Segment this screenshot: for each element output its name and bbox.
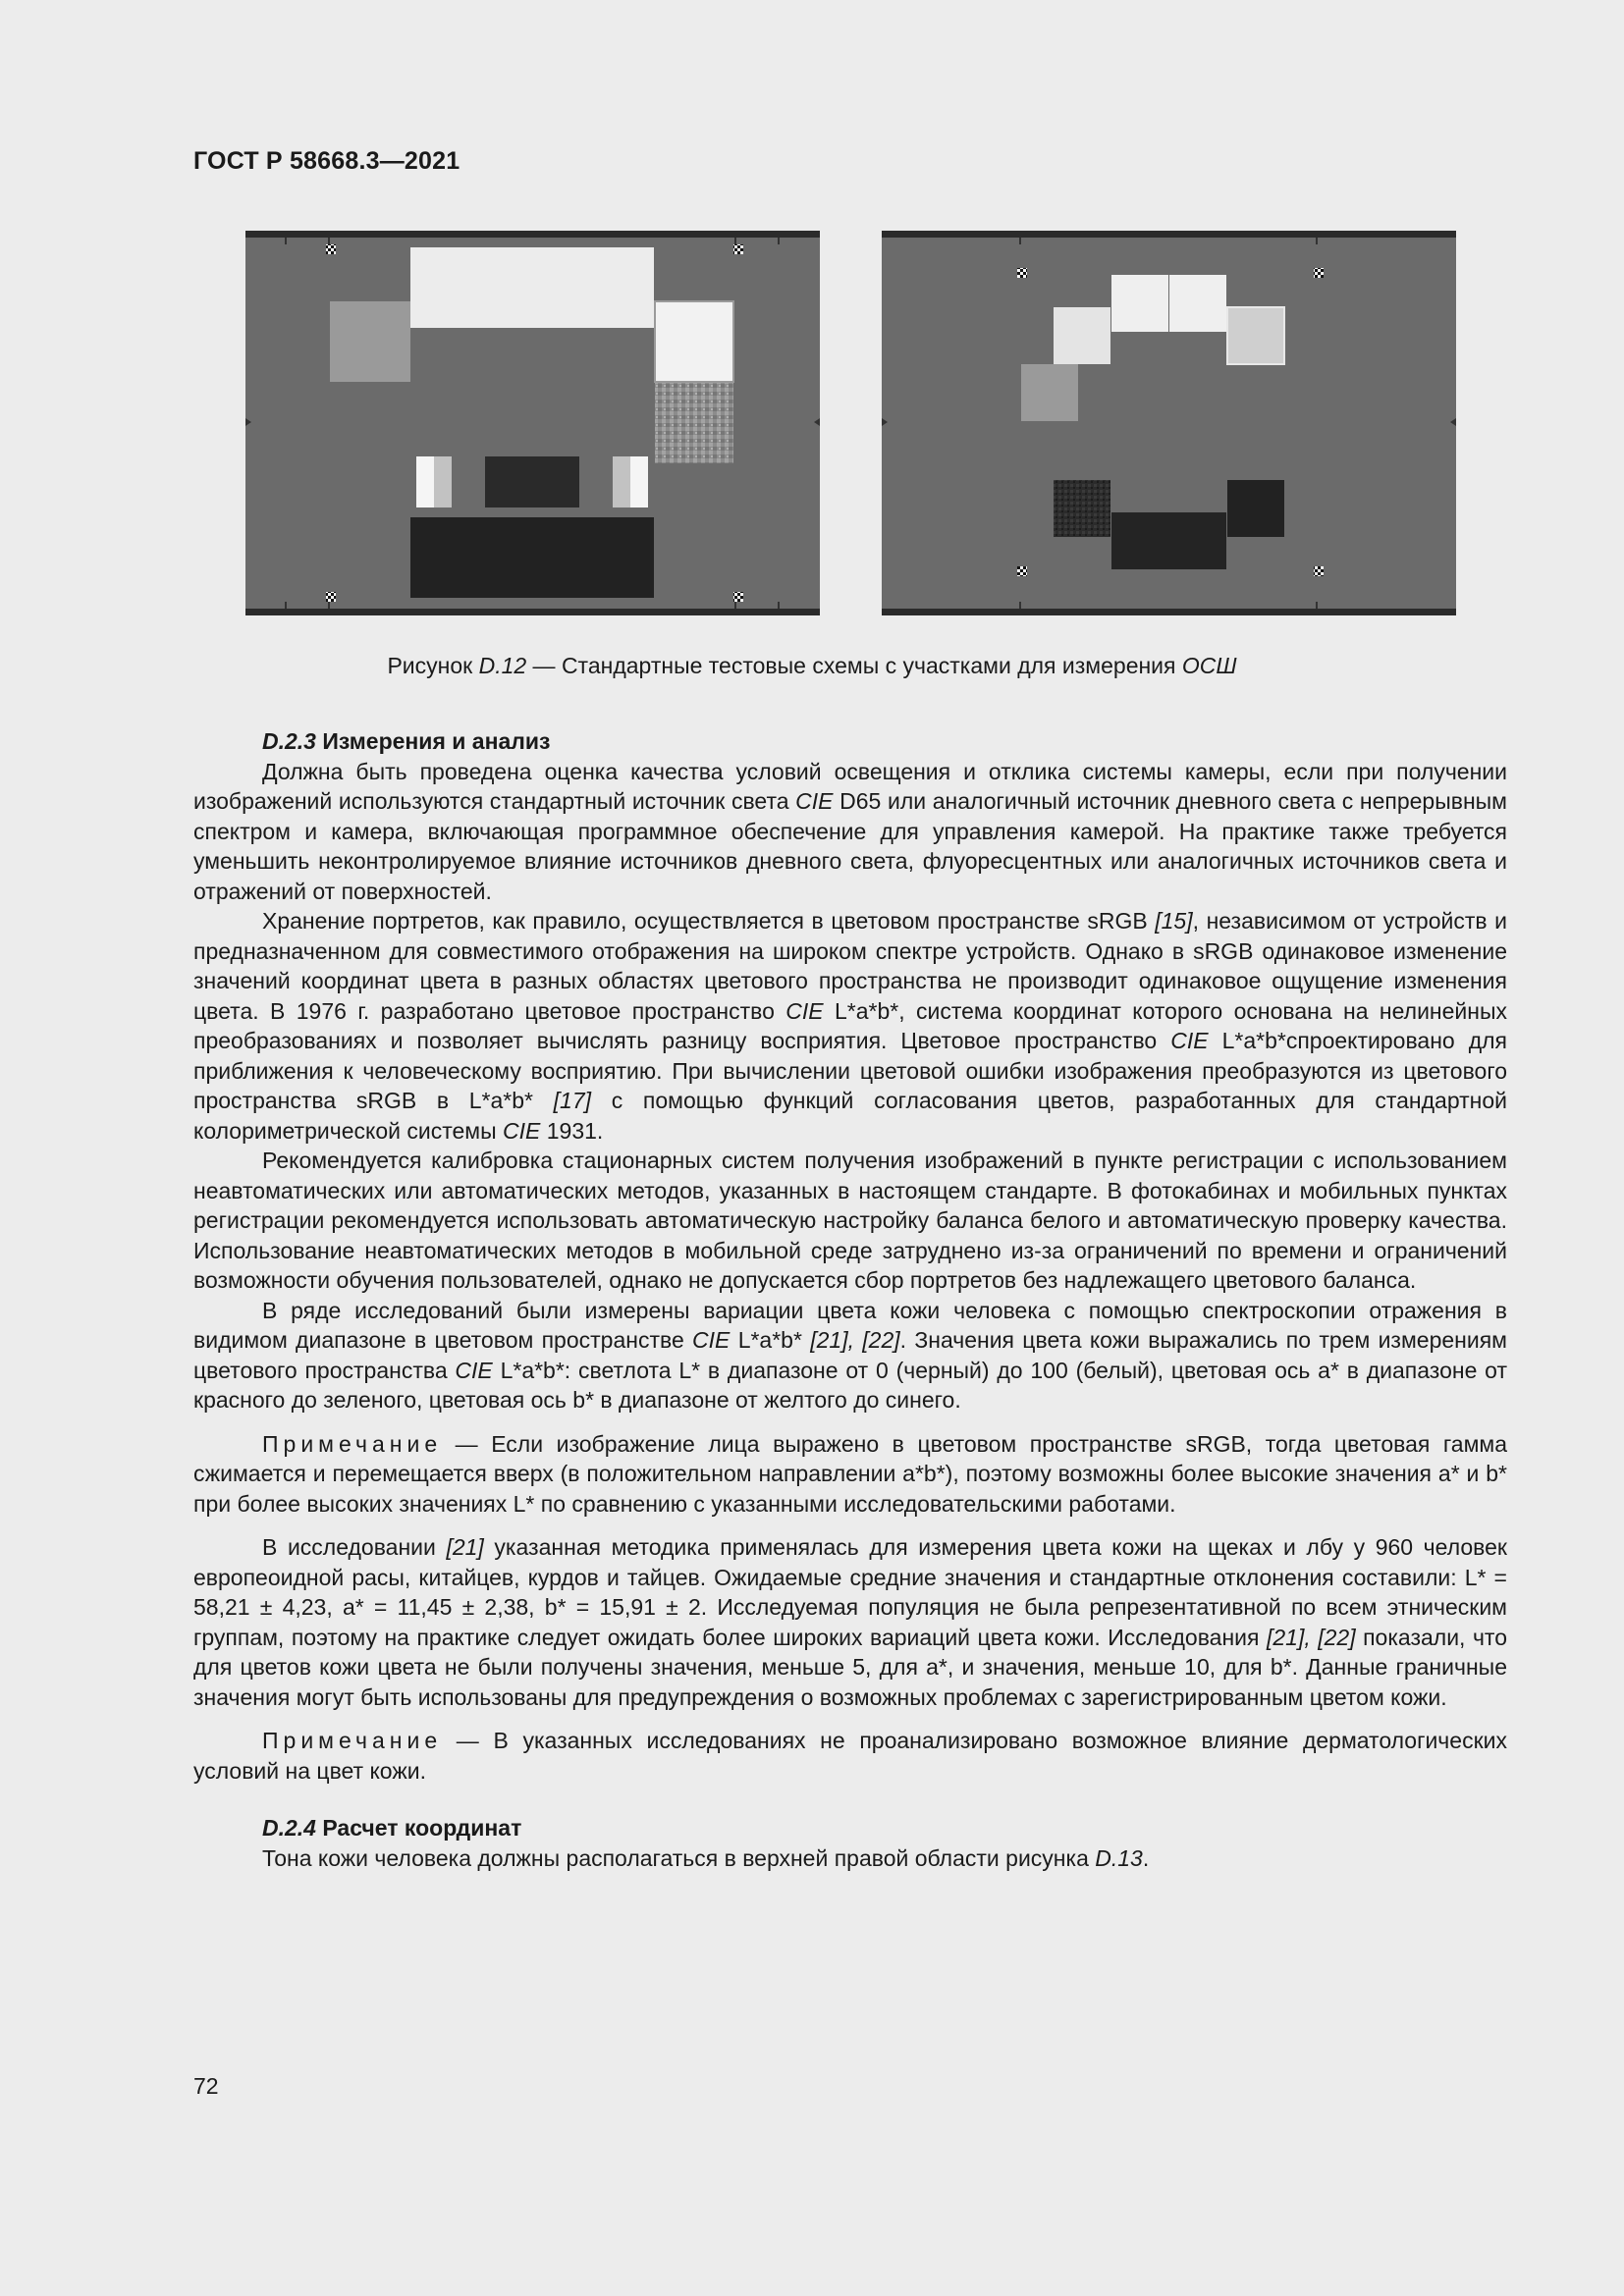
section-heading-d23: D.2.3 Измерения и анализ xyxy=(262,728,551,754)
caption-figure-ref: D.12 xyxy=(478,653,527,678)
paragraph: Должна быть проведена оценка качества условий освещения и отклика системы камеры, если при получении изображений используются стандартный источник света CIE D65 или аналогичный источник дневного света с непрерывным спектром и камера, включающая программное обеспечение для управления камерой. На практике также требуется уменьшить неконтролируемое влияние источников дневного света, флуоресцентных или аналогичных источников света и отражений от поверхностей. xyxy=(193,758,1507,904)
page-number: 72 xyxy=(193,2073,219,2099)
document-body xyxy=(193,726,1507,1873)
test-chart-right xyxy=(882,231,1456,615)
paragraph: Рекомендуется калибровка стационарных систем получения изображений в пункте регистрации с использованием неавтоматических или автоматических методов, указанных в настоящем стандарте. В фотокабинах и мобильных пунктах регистрации рекомендуется использовать автоматическую настройку баланса белого и автоматическую проверку качества. Использование неавтоматических методов в мобильной среде затруднено из-за ограничений по времени и ограничений возможности обучения пользователей, однако не допускается сбор портретов без надлежащего цветового баланса. xyxy=(193,1148,1507,1293)
figure-caption: Рисунок D.12 — Стандартные тестовые схемы с участками для измерения ОСШ xyxy=(387,653,1237,678)
paragraph: Тона кожи человека должны располагаться в верхней правой области рисунка D.13. xyxy=(262,1844,1150,1871)
note-paragraph: Примечание — В указанных исследованиях не проанализировано возможное влияние дерматологических условий на цвет кожи. xyxy=(193,1728,1507,1784)
document-id: ГОСТ Р 58668.3—2021 xyxy=(193,147,460,175)
section-heading-d24: D.2.4 Расчет координат xyxy=(262,1815,522,1841)
paragraph: В ряде исследований были измерены вариации цвета кожи человека с помощью спектроскопии отражения в видимом диапазоне в цветовом пространстве CIE L*a*b* [21], [22]. Значения цвета кожи выражались по трем измерениям цветового пространства CIE L*a*b*: светлота L* в диапазоне от 0 (черный) до 100 (белый), цветовая ось a* в диапазоне от красного до зеленого, цветовая ось b* в диапазоне от желтого до синего. xyxy=(193,1297,1507,1413)
paragraph: Хранение портретов, как правило, осуществляется в цветовом пространстве sRGB [15], независимом от устройств и предназначенном для совместимого отображения на широком спектре устройств. Однако в sRGB одинаковое изменение значений координат цвета в разных областях цветового пространства не производит одинаковое ощущение изменения цвета. В 1976 г. разработано цветовое пространство CIE L*a*b*, система координат которого основана на нелинейных преобразованиях и позволяет вычислять разницу восприятия. Цветовое пространство CIE L*a*b*спроектировано для приближения к человеческому восприятию. При вычислении цветовой ошибки изображения преобразуются из цветового пространства sRGB в L*a*b* [17] с помощью функций согласования цветов, разработанных для стандартной колориметрической системы CIE 1931. xyxy=(193,908,1507,1144)
test-chart-left xyxy=(245,231,820,615)
caption-abbr: ОСШ xyxy=(1181,653,1237,678)
paragraph: В исследовании [21] указанная методика применялась для измерения цвета кожи на щеках и лбу у 960 человек европеоидной расы, китайцев, курдов и тайцев. Ожидаемые средние значения и стандартные отклонения составили: L* = 58,21 ± 4,23, a* = 11,45 ± 2,38, b* = 15,91 ± 2. Исследуемая популяция не была репрезентативной по всем этническим группам, поэтому на практике следует ожидать более широких вариаций цвета кожи. Исследования [21], [22] показали, что для цветов кожи цвета не были получены значения, меньше 5, для a*, и значения, меньше 10, для b*. Данные граничные значения могут быть использованы для предупреждения о возможных проблемах с зарегистрированным цветом кожи. xyxy=(193,1534,1507,1710)
note-paragraph: Примечание — Если изображение лица выражено в цветовом пространстве sRGB, тогда цветовая гамма сжимается и перемещается вверх (в положительном направлении a*b*), поэтому возможны более высокие значения a* и b* при более высоких значениях L* по сравнению с указанными исследовательскими работами. xyxy=(193,1430,1507,1517)
